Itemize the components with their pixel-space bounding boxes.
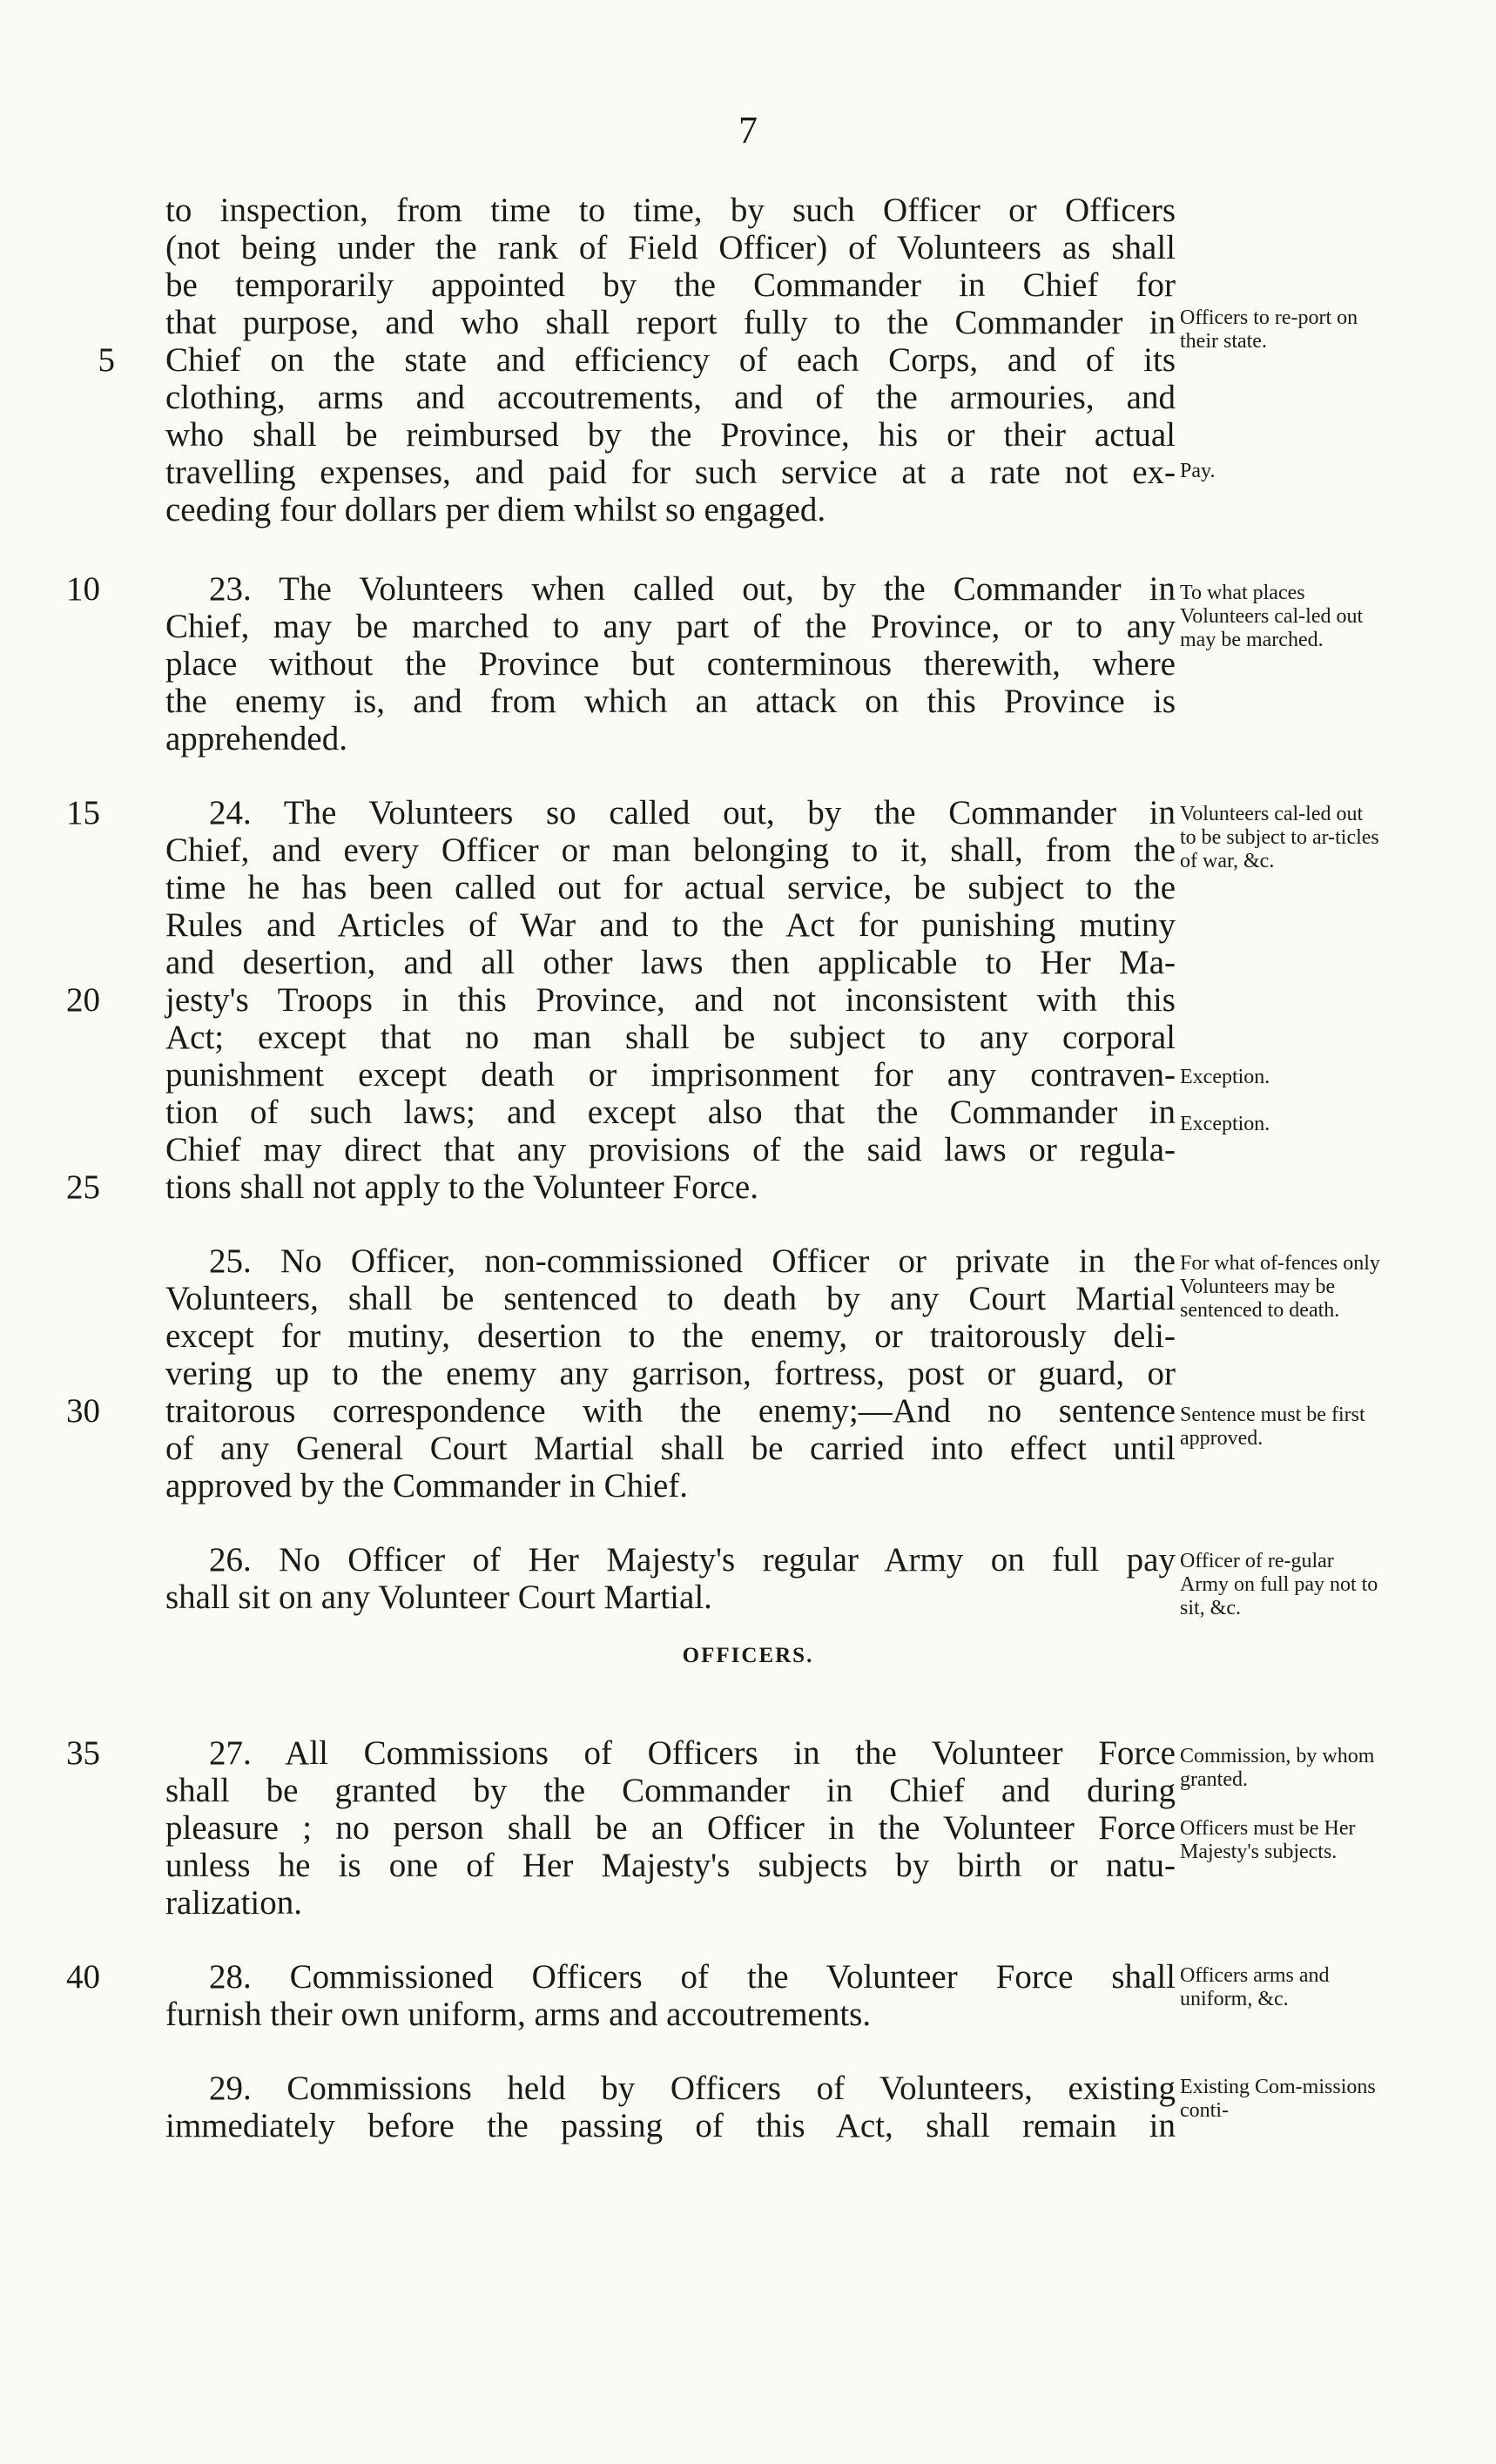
text-line-content: tion of such laws; and except also that the Commander in — [165, 1094, 1176, 1131]
line-number: 30 — [66, 1392, 100, 1430]
margin-note: Exception. — [1180, 1066, 1270, 1088]
text-line-content: clothing, arms and accoutrements, and of the armouries, and — [165, 379, 1176, 416]
text-line-content: to inspection, from time to time, by such Officer or Officers — [165, 192, 1176, 229]
text-line-content: except for mutiny, desertion to the enemy, or traitorously deli- — [165, 1317, 1176, 1355]
line-number: 15 — [66, 794, 100, 831]
text-line-content: unless he is one of Her Majesty's subjects by birth or natu- — [165, 1847, 1176, 1884]
text-line — [0, 869, 1496, 907]
text-line-content: furnish their own uniform, arms and accoutrements. — [165, 1996, 872, 2033]
text-line — [0, 1131, 1496, 1169]
text-line-content: and desertion, and all other laws then applicable to Her Ma- — [165, 944, 1176, 981]
text-line-content: shall sit on any Volunteer Court Martial. — [165, 1579, 712, 1616]
text-line — [0, 192, 1496, 230]
section-first-line: 24. The Volunteers so called out, by the Commander in — [209, 794, 1176, 831]
text-line-content: vering up to the enemy any garrison, fortress, post or guard, or — [165, 1355, 1176, 1392]
text-line-content: traitorous correspondence with the enemy;—And no sentence — [165, 1392, 1176, 1430]
text-line — [0, 416, 1496, 454]
margin-note: Officers arms and uniform, &c. — [1180, 1964, 1330, 2010]
line-number: 40 — [66, 1958, 100, 1996]
section-first-line: 28. Commissioned Officers of the Volunteer Force shall — [209, 1958, 1176, 1996]
margin-note: Pay. — [1180, 460, 1216, 482]
margin-note: Exception. — [1180, 1113, 1270, 1135]
text-line-content: (not being under the rank of Field Officer) of Volunteers as shall — [165, 229, 1176, 266]
section-first-line: 25. No Officer, non-commissioned Officer or private in the — [209, 1242, 1176, 1280]
text-line — [0, 266, 1496, 305]
text-line-content: approved by the Commander in Chief. — [165, 1467, 689, 1505]
text-line — [0, 1168, 1496, 1207]
text-line — [0, 720, 1496, 758]
text-line — [0, 1467, 1496, 1505]
section-heading-officers: OFFICERS. — [682, 1644, 814, 1667]
page-number: 7 — [738, 109, 758, 151]
margin-note: To what places Volunteers cal-led out may be marched. — [1180, 582, 1364, 651]
line-number: 10 — [66, 570, 100, 608]
text-line — [0, 491, 1496, 529]
text-line-content: immediately before the passing of this Act, shall remain in — [165, 2107, 1176, 2144]
line-number: 35 — [66, 1734, 100, 1772]
text-line-content: ceeding four dollars per diem whilst so engaged. — [165, 491, 826, 528]
text-line-content: tions shall not apply to the Volunteer Force. — [165, 1168, 758, 1206]
text-line-content: punishment except death or imprisonment for any contraven- — [165, 1056, 1176, 1094]
text-line-content: who shall be reimbursed by the Province, his or their actual — [165, 416, 1176, 454]
margin-note: Officer of re-gular Army on full pay not to sit, &c. — [1180, 1550, 1378, 1619]
text-line-content: travelling expenses, and paid for such service at a rate not ex- — [165, 454, 1176, 491]
section-first-line: 29. Commissions held by Officers of Volunteers, existing — [209, 2070, 1176, 2107]
text-line — [0, 1884, 1496, 1922]
line-number: 25 — [66, 1168, 100, 1206]
text-line-content: place without the Province but conterminous therewith, where — [165, 645, 1176, 683]
margin-note: For what of-fences only Volunteers may be sentenced to death. — [1180, 1252, 1380, 1322]
margin-note: Existing Com-missions conti- — [1180, 2076, 1376, 2122]
text-line-content: time he has been called out for actual service, be subject to the — [165, 869, 1176, 906]
text-line-content: Volunteers, shall be sentenced to death by any Court Martial — [165, 1280, 1176, 1317]
text-line-content: pleasure ; no person shall be an Officer in the Volunteer Force — [165, 1809, 1176, 1847]
text-line — [0, 1019, 1496, 1057]
text-line — [0, 1355, 1496, 1393]
text-line — [0, 981, 1496, 1020]
text-line-content: be temporarily appointed by the Commander in Chief for — [165, 266, 1176, 304]
text-line — [0, 906, 1496, 945]
section-first-line: 23. The Volunteers when called out, by the Commander in — [209, 570, 1176, 608]
text-line — [0, 229, 1496, 267]
text-line-content: Chief, may be marched to any part of the Province, or to any — [165, 608, 1176, 645]
margin-note: Volunteers cal-led out to be subject to ar-ticles of war, &c. — [1180, 803, 1379, 872]
line-number: 5 — [98, 341, 115, 379]
text-line — [0, 1317, 1496, 1356]
section-first-line: 26. No Officer of Her Majesty's regular Army on full pay — [209, 1541, 1176, 1579]
text-line-content: Chief may direct that any provisions of the said laws or regula- — [165, 1131, 1176, 1168]
text-line-content: Chief on the state and efficiency of each Corps, and of its — [165, 341, 1176, 379]
section-first-line: 27. All Commissions of Officers in the Volunteer Force — [209, 1734, 1176, 1772]
text-line-content: ralization. — [165, 1884, 303, 1922]
margin-note: Commission, by whom granted. — [1180, 1745, 1375, 1791]
text-line-content: apprehended. — [165, 720, 347, 757]
text-line-content: Act; except that no man shall be subject to any corporal — [165, 1019, 1176, 1056]
text-line-content: the enemy is, and from which an attack on this Province is — [165, 683, 1176, 720]
margin-note: Sentence must be first approved. — [1180, 1404, 1365, 1450]
text-line-content: Rules and Articles of War and to the Act for punishing mutiny — [165, 906, 1176, 944]
text-line-content: that purpose, and who shall report fully to the Commander in — [165, 304, 1176, 341]
margin-note: Officers must be Her Majesty's subjects. — [1180, 1817, 1356, 1863]
text-line — [0, 379, 1496, 417]
text-line — [0, 683, 1496, 721]
text-line-content: shall be granted by the Commander in Chief and during — [165, 1772, 1176, 1809]
text-line — [0, 944, 1496, 982]
margin-note: Officers to re-port on their state. — [1180, 306, 1358, 353]
text-line-content: of any General Court Martial shall be carried into effect until — [165, 1430, 1176, 1467]
text-line-content: jesty's Troops in this Province, and not inconsistent with this — [165, 981, 1176, 1019]
line-number: 20 — [66, 981, 100, 1019]
text-line-content: Chief, and every Officer or man belonging to it, shall, from the — [165, 831, 1176, 869]
